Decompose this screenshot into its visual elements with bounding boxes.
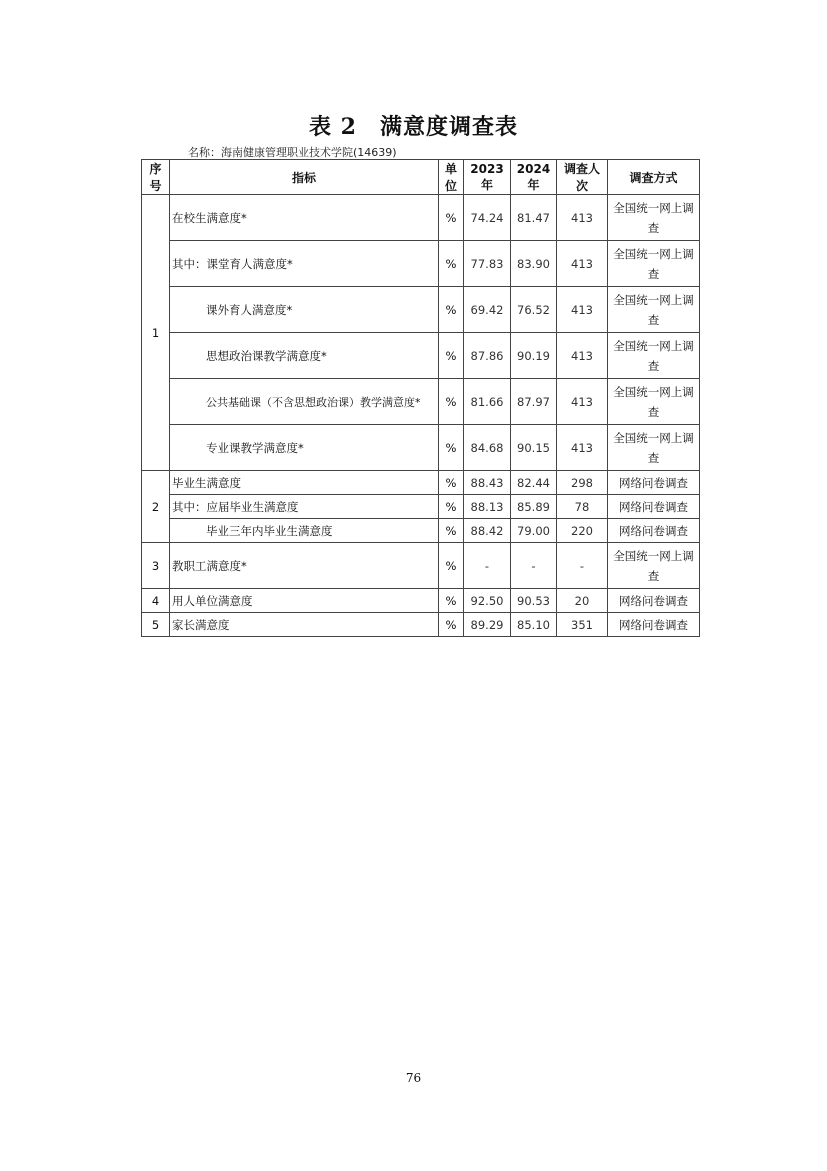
- value-2024: 90.19: [511, 333, 557, 379]
- row-number: 3: [142, 543, 170, 589]
- unit-cell: %: [439, 543, 464, 589]
- page-number: 76: [405, 1071, 422, 1085]
- count-cell: -: [557, 543, 608, 589]
- method-cell: 网络问卷调查: [608, 495, 700, 519]
- unit-cell: %: [439, 589, 464, 613]
- method-cell: 全国统一网上调查: [608, 379, 700, 425]
- header-indicator: 指标: [170, 160, 439, 195]
- header-no: 序号: [142, 160, 170, 195]
- method-cell: 网络问卷调查: [608, 471, 700, 495]
- table-header-row: [142, 160, 700, 195]
- value-2024: 85.89: [511, 495, 557, 519]
- indicator-cell: 用人单位满意度: [170, 589, 439, 613]
- count-cell: 413: [557, 195, 608, 241]
- value-2024: 83.90: [511, 241, 557, 287]
- indicator-cell: 其中：应届毕业生满意度: [170, 495, 439, 519]
- value-2023: 92.50: [464, 589, 511, 613]
- unit-cell: %: [439, 333, 464, 379]
- count-cell: 413: [557, 333, 608, 379]
- count-cell: 20: [557, 589, 608, 613]
- count-cell: 220: [557, 519, 608, 543]
- unit-cell: %: [439, 379, 464, 425]
- table-row: [142, 471, 700, 495]
- value-2024: -: [511, 543, 557, 589]
- unit-cell: %: [439, 495, 464, 519]
- count-cell: 413: [557, 425, 608, 471]
- method-cell: 全国统一网上调查: [608, 425, 700, 471]
- row-number: 5: [142, 613, 170, 637]
- satisfaction-survey-table: [141, 159, 700, 637]
- value-2024: 87.97: [511, 379, 557, 425]
- indicator-cell: 课外育人满意度*: [170, 287, 439, 333]
- value-2024: 82.44: [511, 471, 557, 495]
- table-row: [142, 333, 700, 379]
- row-number: 2: [142, 471, 170, 543]
- value-2024: 79.00: [511, 519, 557, 543]
- unit-cell: %: [439, 287, 464, 333]
- header-method: 调查方式: [608, 160, 700, 195]
- institution-name: 名称：海南健康管理职业技术学院(14639): [188, 146, 397, 159]
- value-2024: 90.53: [511, 589, 557, 613]
- unit-cell: %: [439, 425, 464, 471]
- indicator-cell: 教职工满意度*: [170, 543, 439, 589]
- value-2023: 81.66: [464, 379, 511, 425]
- value-2023: 77.83: [464, 241, 511, 287]
- table-row: [142, 195, 700, 241]
- unit-cell: %: [439, 195, 464, 241]
- value-2024: 81.47: [511, 195, 557, 241]
- unit-cell: %: [439, 519, 464, 543]
- unit-cell: %: [439, 613, 464, 637]
- header-unit: 单位: [439, 160, 464, 195]
- unit-cell: %: [439, 241, 464, 287]
- table-row: [142, 425, 700, 471]
- count-cell: 298: [557, 471, 608, 495]
- value-2023: 69.42: [464, 287, 511, 333]
- indicator-cell: 在校生满意度*: [170, 195, 439, 241]
- count-cell: 351: [557, 613, 608, 637]
- count-cell: 413: [557, 287, 608, 333]
- value-2023: -: [464, 543, 511, 589]
- table-row: [142, 287, 700, 333]
- method-cell: 全国统一网上调查: [608, 333, 700, 379]
- method-cell: 网络问卷调查: [608, 519, 700, 543]
- method-cell: 全国统一网上调查: [608, 195, 700, 241]
- row-number: 4: [142, 589, 170, 613]
- method-cell: 全国统一网上调查: [608, 543, 700, 589]
- indicator-cell: 毕业生满意度: [170, 471, 439, 495]
- header-2024: 2024年: [511, 160, 557, 195]
- value-2024: 90.15: [511, 425, 557, 471]
- table-row: [142, 495, 700, 519]
- indicator-cell: 家长满意度: [170, 613, 439, 637]
- count-cell: 78: [557, 495, 608, 519]
- header-count: 调查人次: [557, 160, 608, 195]
- indicator-cell: 毕业三年内毕业生满意度: [170, 519, 439, 543]
- count-cell: 413: [557, 241, 608, 287]
- table-row: [142, 589, 700, 613]
- method-cell: 网络问卷调查: [608, 613, 700, 637]
- indicator-cell: 思想政治课教学满意度*: [170, 333, 439, 379]
- table-row: [142, 613, 700, 637]
- table-row: [142, 379, 700, 425]
- table-title: 表 2 满意度调查表: [309, 114, 518, 140]
- indicator-cell: 其中：课堂育人满意度*: [170, 241, 439, 287]
- row-number: 1: [142, 195, 170, 471]
- method-cell: 全国统一网上调查: [608, 287, 700, 333]
- unit-cell: %: [439, 471, 464, 495]
- value-2023: 88.42: [464, 519, 511, 543]
- count-cell: 413: [557, 379, 608, 425]
- value-2023: 89.29: [464, 613, 511, 637]
- indicator-cell: 公共基础课（不含思想政治课）教学满意度*: [170, 379, 439, 425]
- method-cell: 网络问卷调查: [608, 589, 700, 613]
- indicator-cell: 专业课教学满意度*: [170, 425, 439, 471]
- table-row: [142, 519, 700, 543]
- table-row: [142, 543, 700, 589]
- table-row: [142, 241, 700, 287]
- value-2023: 74.24: [464, 195, 511, 241]
- header-2023: 2023年: [464, 160, 511, 195]
- value-2023: 88.43: [464, 471, 511, 495]
- value-2023: 84.68: [464, 425, 511, 471]
- method-cell: 全国统一网上调查: [608, 241, 700, 287]
- value-2023: 87.86: [464, 333, 511, 379]
- value-2023: 88.13: [464, 495, 511, 519]
- value-2024: 76.52: [511, 287, 557, 333]
- value-2024: 85.10: [511, 613, 557, 637]
